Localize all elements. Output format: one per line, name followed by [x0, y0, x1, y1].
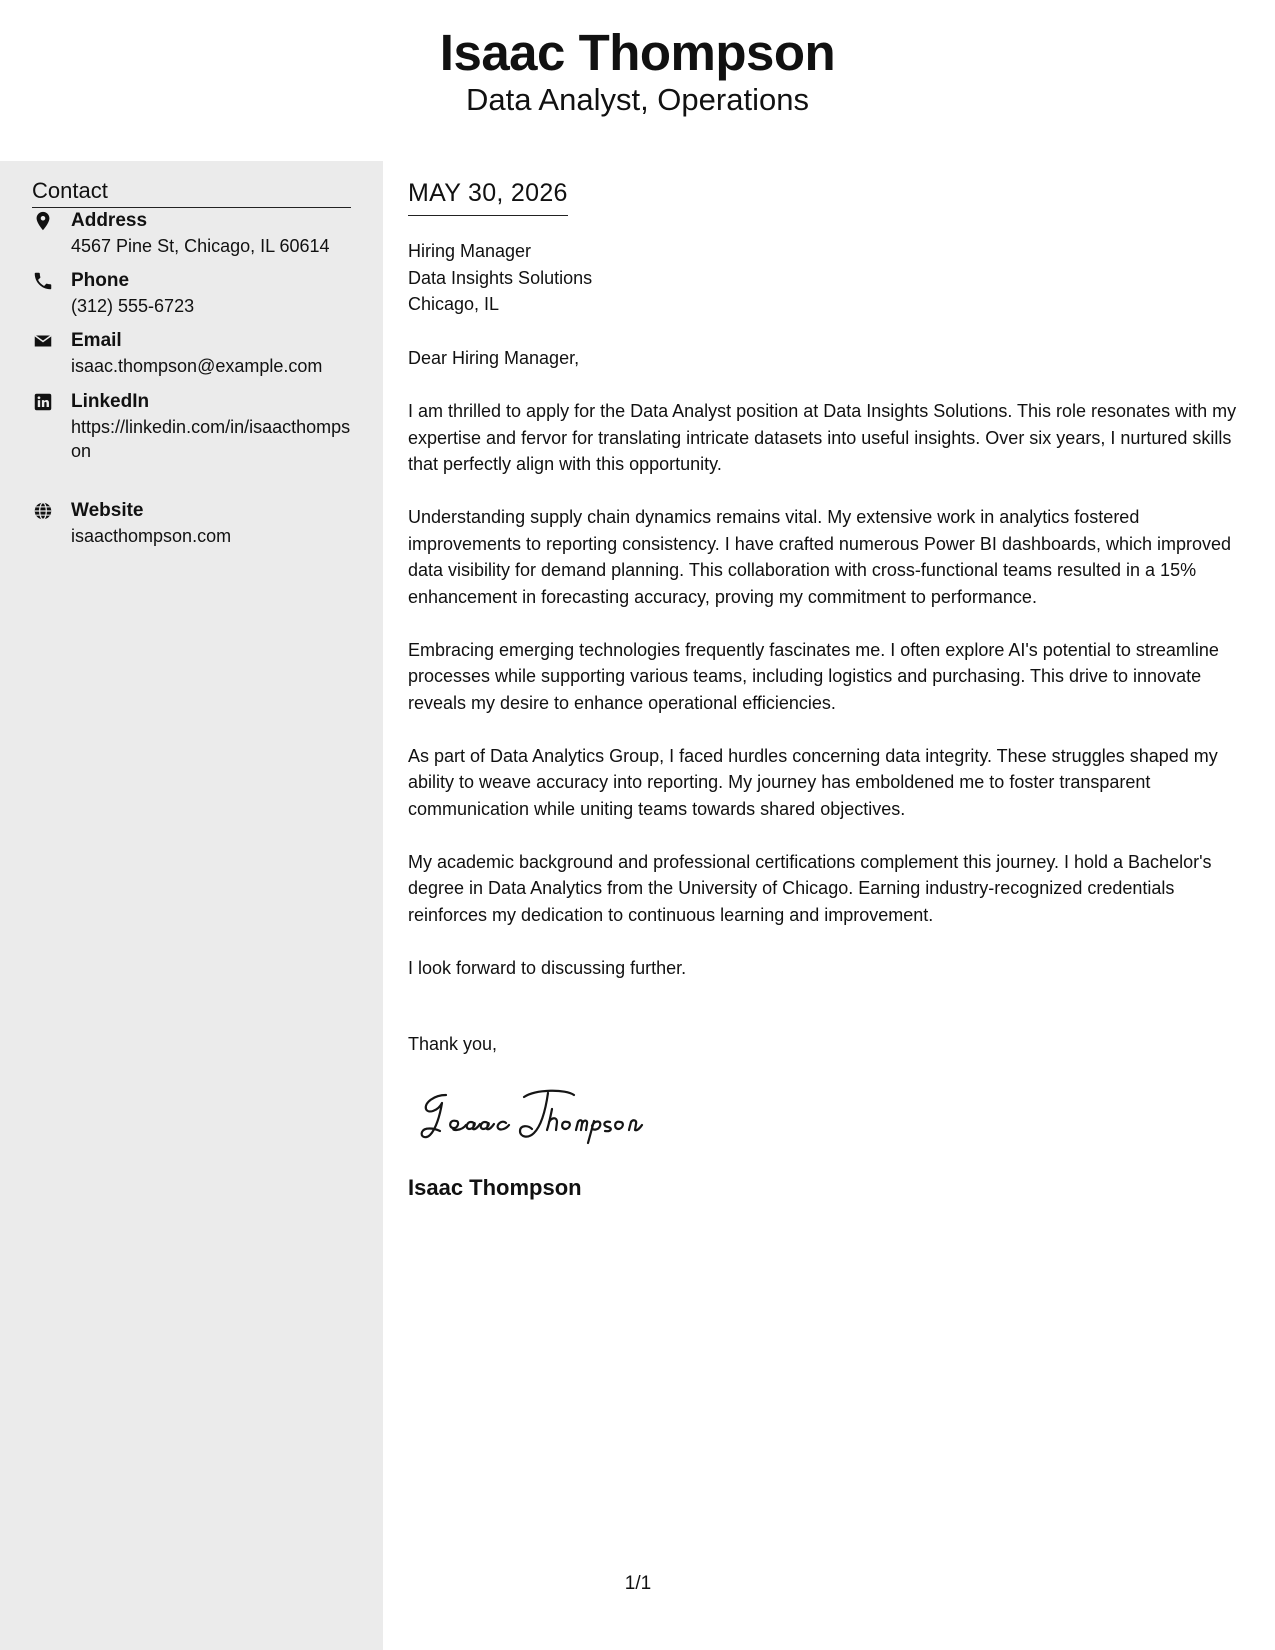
contact-linkedin-value[interactable]: https://linkedin.com/in/isaacthompson — [71, 417, 351, 461]
contact-linkedin-label: LinkedIn — [71, 391, 150, 412]
contact-address-label: Address — [71, 210, 148, 231]
letter-date: MAY 30, 2026 — [408, 177, 568, 216]
recipient-line: Chicago, IL — [408, 294, 500, 314]
recipient-line: Data Insights Solutions — [408, 267, 593, 288]
recipient-block — [408, 238, 592, 318]
linkedin-icon — [32, 391, 54, 413]
salutation: Dear Hiring Manager, — [408, 348, 580, 368]
applicant-title: Data Analyst, Operations — [466, 82, 809, 117]
letter-paragraph: Understanding supply chain dynamics remains vital. My extensive work in analytics fostered improvements to reporting consistency. I have crafted numerous Power BI dashboards, which improved data visibility for demand planning. This collaboration with cross-functional teams resulted in a 15% enhancement in forecasting accuracy, proving my commitment to performance. — [408, 507, 1232, 607]
contact-phone-label: Phone — [71, 270, 130, 291]
contact-phone-value: (312) 555-6723 — [71, 296, 195, 316]
letter-paragraph: As part of Data Analytics Group, I faced hurdles concerning data integrity. These struggles shaped my ability to weave accuracy into reporting. My journey has emboldened me to foster transparent communication while uniting teams towards shared objectives. — [408, 745, 1218, 819]
applicant-name: Isaac Thompson — [439, 24, 836, 81]
letter-header — [0, 0, 1275, 161]
closing-line: Thank you, — [408, 1034, 498, 1054]
recipient-line: Hiring Manager — [408, 241, 532, 261]
contact-heading: Contact — [32, 177, 351, 208]
letter-paragraph: My academic background and professional certifications complement this journey. I hold a Bachelor's degree in Data Analytics from the University of Chicago. Earning industry-recognized credentials reinforces my dedication to continuous learning and improvement. — [408, 851, 1212, 925]
contact-address-value: 4567 Pine St, Chicago, IL 60614 — [71, 236, 330, 256]
contact-sidebar — [0, 161, 383, 1650]
contact-email-value[interactable]: isaac.thompson@example.com — [71, 356, 323, 376]
letter-paragraphs — [408, 398, 1253, 1008]
contact-website-value[interactable]: isaacthompson.com — [71, 526, 232, 546]
envelope-icon — [32, 330, 54, 352]
page-number: 1/1 — [624, 1573, 652, 1594]
contact-website-label: Website — [71, 500, 144, 521]
handwritten-signature — [416, 1081, 666, 1151]
phone-icon — [32, 270, 54, 292]
globe-icon — [32, 500, 54, 522]
letter-paragraph: I look forward to discussing further. — [408, 957, 687, 978]
map-marker-icon — [32, 210, 54, 232]
letter-paragraph: I am thrilled to apply for the Data Analyst position at Data Insights Solutions. This role resonates with my expertise and fervor for translating intricate datasets into useful insights. Over six years, I nurtured skills that perfectly align with this opportunity. — [408, 401, 1237, 474]
contact-email-label: Email — [71, 330, 122, 351]
signer-name: Isaac Thompson — [408, 1175, 582, 1200]
letter-paragraph: Embracing emerging technologies frequently fascinates me. I often explore AI's potential to streamline processes while supporting various teams, including logistics and purchasing. This drive to innovate reveals my desire to enhance operational efficiencies. — [408, 639, 1219, 713]
